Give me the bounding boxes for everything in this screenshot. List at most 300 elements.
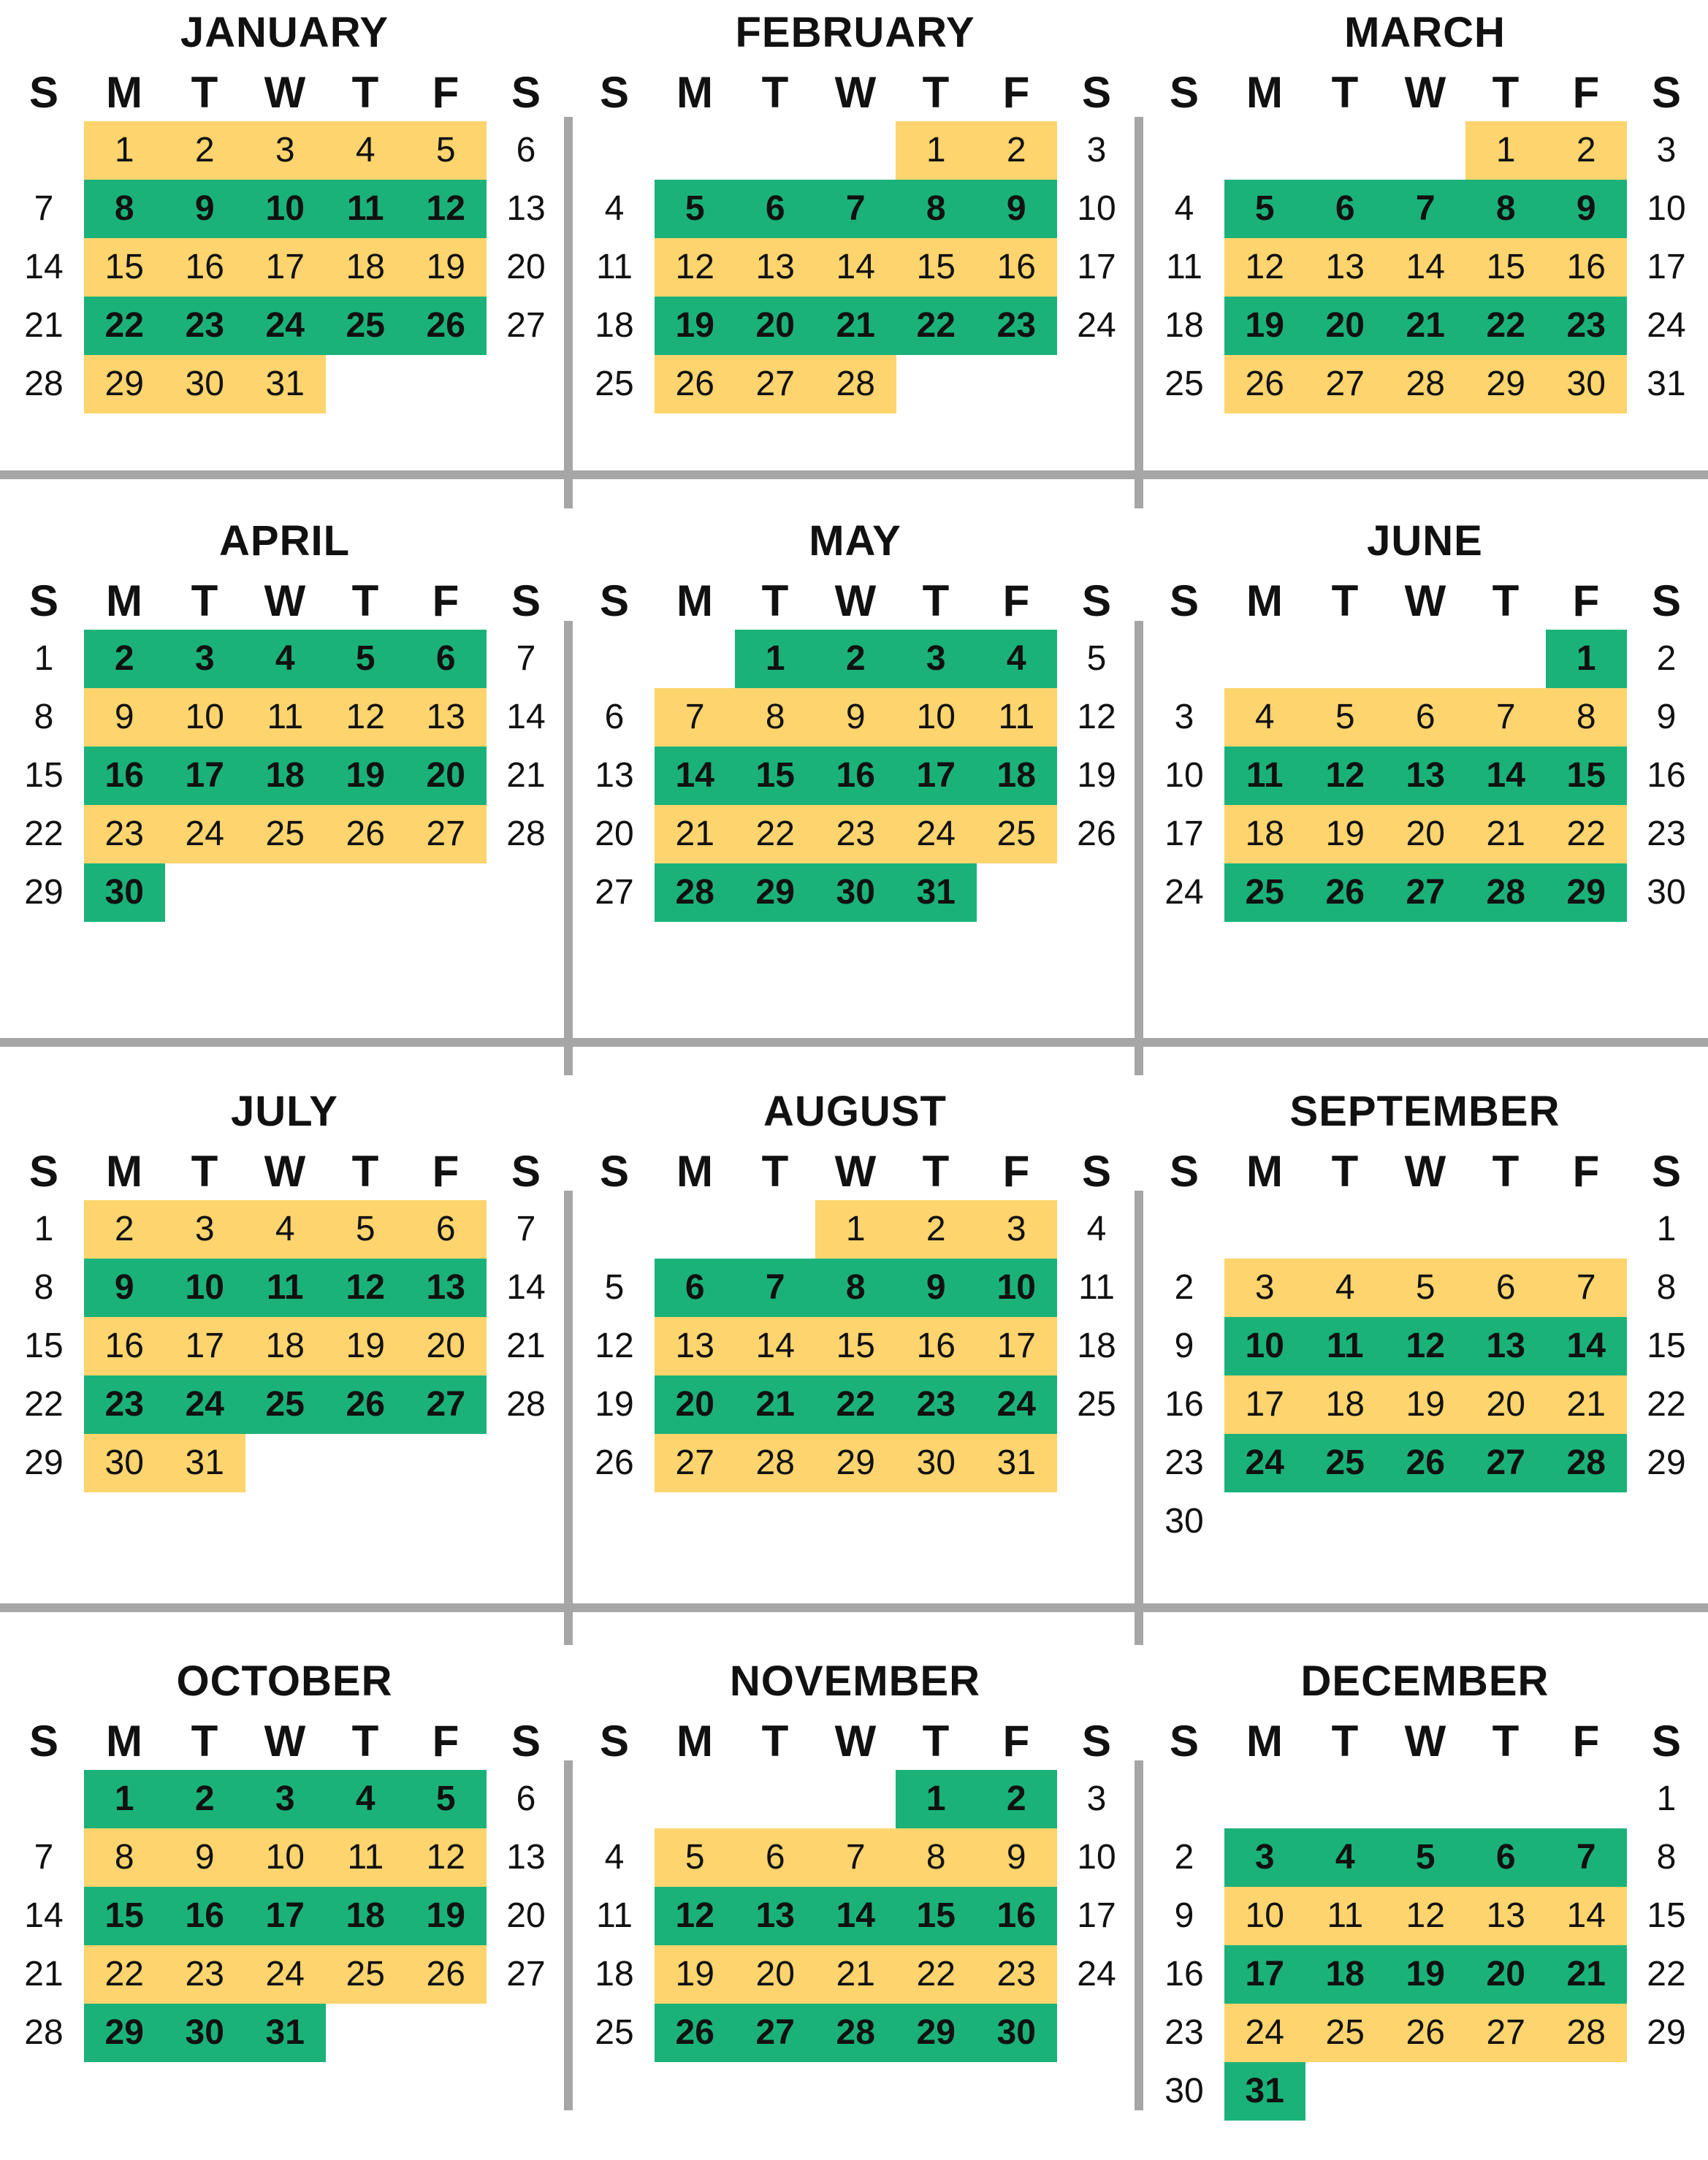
day-cell: 4 — [1174, 189, 1194, 228]
day-cell: 23 — [164, 1945, 245, 2004]
day-cell: 29 — [24, 873, 64, 912]
day-cell: 17 — [1077, 1896, 1116, 1935]
weekday-header: W — [1404, 1717, 1446, 1766]
day-cell: 5 — [325, 1200, 406, 1259]
day-cell: 23 — [164, 297, 245, 355]
day-cell: 27 — [595, 873, 634, 912]
day-cell: 27 — [506, 306, 546, 345]
day-cell: 25 — [1305, 1434, 1386, 1492]
day-cell: 29 — [1465, 355, 1547, 413]
day-cell: 16 — [84, 747, 165, 805]
day-cell: 8 — [34, 1268, 54, 1307]
weekday-header: T — [922, 1147, 950, 1196]
day-cell: 6 — [604, 698, 625, 736]
day-cell: 26 — [1385, 2004, 1466, 2062]
month-may — [571, 508, 1140, 1020]
day-cell: 10 — [1224, 1887, 1305, 1945]
day-cell: 2 — [896, 1200, 977, 1259]
day-cell: 1 — [1656, 1779, 1677, 1818]
weekday-header: T — [1492, 1717, 1520, 1766]
day-cell: 16 — [976, 238, 1057, 297]
day-cell: 23 — [1164, 1443, 1204, 1482]
day-cell: 9 — [1656, 698, 1677, 736]
day-cell: 19 — [1305, 805, 1386, 863]
day-cell: 19 — [405, 238, 487, 297]
weekday-header: S — [511, 1147, 541, 1196]
day-cell: 25 — [1077, 1385, 1116, 1424]
day-cell: 5 — [1305, 688, 1386, 747]
day-cell: 6 — [405, 630, 487, 688]
day-cell: 20 — [655, 1375, 736, 1434]
day-cell: 5 — [1224, 180, 1305, 238]
day-cell: 31 — [245, 355, 326, 413]
weekday-header: S — [599, 68, 630, 117]
day-cell: 8 — [1656, 1838, 1677, 1877]
day-cell: 23 — [1647, 814, 1686, 853]
weekday-header: S — [1169, 68, 1200, 117]
day-cell: 2 — [164, 121, 245, 180]
day-cell: 17 — [245, 1887, 326, 1945]
day-cell: 3 — [896, 630, 977, 688]
day-cell: 4 — [976, 630, 1057, 688]
day-cell: 20 — [506, 1896, 546, 1935]
day-cell: 6 — [405, 1200, 487, 1259]
day-cell: 1 — [1656, 1210, 1677, 1248]
weekday-header: T — [1331, 68, 1359, 117]
weekday-header: T — [1492, 68, 1520, 117]
day-cell: 20 — [1305, 297, 1386, 355]
day-cell: 11 — [1078, 1268, 1115, 1307]
weekday-header: F — [1002, 576, 1030, 625]
day-cell: 23 — [976, 297, 1057, 355]
day-cell: 12 — [1077, 698, 1116, 736]
month-march — [1140, 0, 1708, 511]
day-cell: 4 — [1305, 1828, 1386, 1887]
day-cell: 19 — [655, 297, 736, 355]
day-cell: 9 — [164, 1828, 245, 1887]
day-cell: 22 — [1546, 805, 1627, 863]
day-cell: 6 — [1465, 1259, 1547, 1317]
month-february — [571, 0, 1140, 511]
weekday-header: W — [264, 576, 306, 625]
day-cell: 26 — [1305, 863, 1386, 922]
day-cell: 5 — [1385, 1828, 1466, 1887]
weekday-header: F — [1572, 1717, 1600, 1766]
day-cell: 3 — [164, 1200, 245, 1259]
day-cell: 29 — [735, 863, 816, 922]
day-cell: 18 — [1077, 1327, 1116, 1365]
weekday-header: M — [676, 576, 713, 625]
day-cell: 21 — [506, 756, 546, 795]
month-title: APRIL — [219, 517, 350, 565]
weekday-header: W — [834, 1717, 877, 1766]
day-cell: 24 — [1647, 306, 1686, 345]
day-cell: 18 — [976, 747, 1057, 805]
weekday-header: T — [761, 68, 789, 117]
day-cell: 24 — [245, 1945, 326, 2004]
day-cell: 10 — [976, 1259, 1057, 1317]
day-cell: 24 — [164, 1375, 245, 1434]
day-cell: 12 — [655, 1887, 736, 1945]
day-cell: 13 — [735, 1887, 816, 1945]
day-cell: 28 — [506, 814, 546, 853]
weekday-header: S — [599, 1147, 630, 1196]
day-cell: 3 — [245, 1770, 326, 1828]
day-cell: 18 — [245, 1317, 326, 1375]
day-cell: 30 — [164, 355, 245, 413]
weekday-header: M — [1246, 1717, 1283, 1766]
day-cell: 18 — [595, 1955, 634, 1993]
day-cell: 5 — [604, 1268, 625, 1307]
day-cell: 17 — [164, 747, 245, 805]
month-title: JUNE — [1367, 517, 1483, 565]
day-cell: 27 — [405, 1375, 487, 1434]
day-cell: 8 — [34, 698, 54, 736]
day-cell: 7 — [1546, 1259, 1627, 1317]
day-cell: 5 — [655, 180, 736, 238]
day-cell: 5 — [405, 121, 487, 180]
day-cell: 7 — [516, 1210, 536, 1248]
weekday-header: T — [191, 1147, 218, 1196]
day-cell: 25 — [1224, 863, 1305, 922]
day-cell: 7 — [1385, 180, 1466, 238]
day-cell: 30 — [1164, 2072, 1204, 2110]
day-cell: 3 — [245, 121, 326, 180]
weekday-header: F — [1002, 1147, 1030, 1196]
day-cell: 7 — [34, 189, 54, 228]
day-cell: 11 — [325, 1828, 406, 1887]
weekday-header: F — [1002, 68, 1030, 117]
weekday-header: T — [191, 68, 218, 117]
weekday-header: T — [922, 1717, 950, 1766]
day-cell: 11 — [245, 688, 326, 747]
day-cell: 4 — [604, 189, 625, 228]
day-cell: 8 — [896, 180, 977, 238]
day-cell: 22 — [735, 805, 816, 863]
day-cell: 27 — [655, 1434, 736, 1492]
day-cell: 28 — [815, 355, 896, 413]
weekday-header: W — [834, 1147, 877, 1196]
day-cell: 6 — [516, 1779, 536, 1818]
weekday-header: W — [1404, 1147, 1446, 1196]
day-cell: 2 — [84, 630, 165, 688]
day-cell: 25 — [325, 1945, 406, 2004]
day-cell: 28 — [24, 2013, 64, 2052]
day-cell: 2 — [1174, 1838, 1194, 1877]
weekday-header: M — [1246, 1147, 1283, 1196]
weekday-header: W — [264, 1717, 306, 1766]
day-cell: 29 — [84, 355, 165, 413]
day-cell: 6 — [1385, 688, 1466, 747]
day-cell: 3 — [1224, 1259, 1305, 1317]
day-cell: 4 — [1305, 1259, 1386, 1317]
day-cell: 20 — [1385, 805, 1466, 863]
day-cell: 18 — [325, 238, 406, 297]
day-cell: 16 — [164, 238, 245, 297]
day-cell: 13 — [595, 756, 634, 795]
day-cell: 8 — [84, 180, 165, 238]
day-cell: 6 — [735, 180, 816, 238]
day-cell: 29 — [896, 2004, 977, 2062]
weekday-header: T — [351, 576, 379, 625]
day-cell: 19 — [1224, 297, 1305, 355]
day-cell: 5 — [1385, 1259, 1466, 1317]
day-cell: 22 — [1647, 1385, 1686, 1424]
day-cell: 16 — [164, 1887, 245, 1945]
day-cell: 22 — [1465, 297, 1547, 355]
day-cell: 28 — [1546, 2004, 1627, 2062]
day-cell: 15 — [84, 238, 165, 297]
day-cell: 10 — [245, 180, 326, 238]
day-cell: 1 — [84, 1770, 165, 1828]
day-cell: 14 — [815, 1887, 896, 1945]
day-cell: 21 — [24, 306, 64, 345]
month-title: MAY — [809, 517, 901, 565]
day-cell: 17 — [1647, 248, 1686, 286]
weekday-header: W — [834, 68, 877, 117]
weekday-header: S — [511, 68, 541, 117]
day-cell: 9 — [1174, 1327, 1194, 1365]
day-cell: 9 — [815, 688, 896, 747]
day-cell: 27 — [405, 805, 487, 863]
day-cell: 10 — [1077, 189, 1116, 228]
day-cell: 8 — [1656, 1268, 1677, 1307]
day-cell: 23 — [815, 805, 896, 863]
day-cell: 8 — [735, 688, 816, 747]
day-cell: 28 — [24, 365, 64, 403]
day-cell: 10 — [896, 688, 977, 747]
day-cell: 18 — [325, 1887, 406, 1945]
day-cell: 21 — [1385, 297, 1466, 355]
weekday-header: F — [432, 576, 460, 625]
day-cell: 4 — [245, 630, 326, 688]
month-october — [0, 1649, 569, 2160]
day-cell: 11 — [1305, 1887, 1386, 1945]
day-cell: 4 — [325, 121, 406, 180]
day-cell: 6 — [516, 131, 536, 169]
day-cell: 10 — [164, 1259, 245, 1317]
month-september — [1140, 1079, 1708, 1590]
day-cell: 15 — [815, 1317, 896, 1375]
day-cell: 2 — [1546, 121, 1627, 180]
day-cell: 15 — [1647, 1327, 1686, 1365]
day-cell: 1 — [1465, 121, 1547, 180]
day-cell: 20 — [1465, 1945, 1547, 2004]
weekday-header: S — [28, 576, 59, 625]
weekday-header: S — [511, 576, 541, 625]
month-january — [0, 0, 569, 511]
day-cell: 5 — [325, 630, 406, 688]
day-cell: 14 — [815, 238, 896, 297]
day-cell: 22 — [815, 1375, 896, 1434]
weekday-header: M — [676, 1717, 713, 1766]
day-cell: 19 — [405, 1887, 487, 1945]
day-cell: 23 — [976, 1945, 1057, 2004]
month-title: MARCH — [1344, 9, 1506, 56]
day-cell: 24 — [1224, 2004, 1305, 2062]
weekday-header: T — [761, 1147, 789, 1196]
day-cell: 18 — [245, 747, 326, 805]
day-cell: 6 — [735, 1828, 816, 1887]
day-cell: 25 — [976, 805, 1057, 863]
day-cell: 11 — [245, 1259, 326, 1317]
day-cell: 19 — [1385, 1945, 1466, 2004]
day-cell: 21 — [1546, 1375, 1627, 1434]
day-cell: 16 — [976, 1887, 1057, 1945]
day-cell: 1 — [815, 1200, 896, 1259]
day-cell: 27 — [735, 355, 816, 413]
day-cell: 13 — [655, 1317, 736, 1375]
day-cell: 7 — [655, 688, 736, 747]
day-cell: 20 — [405, 747, 487, 805]
month-title: SEPTEMBER — [1289, 1088, 1560, 1135]
day-cell: 25 — [595, 2013, 634, 2052]
day-cell: 4 — [1086, 1210, 1107, 1248]
day-cell: 12 — [405, 180, 487, 238]
weekday-header: T — [1331, 1147, 1359, 1196]
day-cell: 19 — [1385, 1375, 1466, 1434]
day-cell: 20 — [595, 814, 634, 853]
day-cell: 29 — [815, 1434, 896, 1492]
day-cell: 28 — [655, 863, 736, 922]
day-cell: 4 — [325, 1770, 406, 1828]
day-cell: 10 — [164, 688, 245, 747]
day-cell: 2 — [976, 121, 1057, 180]
weekday-header: T — [761, 576, 789, 625]
day-cell: 13 — [1465, 1887, 1547, 1945]
day-cell: 27 — [506, 1955, 546, 1993]
day-cell: 8 — [84, 1828, 165, 1887]
weekday-header: S — [1169, 1717, 1200, 1766]
day-cell: 31 — [896, 863, 977, 922]
weekday-header: S — [28, 1717, 59, 1766]
day-cell: 14 — [506, 698, 546, 736]
day-cell: 11 — [1305, 1317, 1386, 1375]
day-cell: 20 — [735, 1945, 816, 2004]
day-cell: 2 — [1174, 1268, 1194, 1307]
weekday-header: M — [1246, 576, 1283, 625]
day-cell: 14 — [1385, 238, 1466, 297]
weekday-header: S — [1651, 68, 1682, 117]
day-cell: 26 — [405, 297, 487, 355]
day-cell: 9 — [976, 180, 1057, 238]
day-cell: 26 — [655, 2004, 736, 2062]
day-cell: 17 — [1077, 248, 1116, 286]
day-cell: 16 — [815, 747, 896, 805]
day-cell: 17 — [1224, 1375, 1305, 1434]
day-cell: 15 — [735, 747, 816, 805]
day-cell: 9 — [976, 1828, 1057, 1887]
day-cell: 13 — [405, 688, 487, 747]
day-cell: 15 — [24, 1327, 64, 1365]
day-cell: 17 — [164, 1317, 245, 1375]
day-cell: 21 — [735, 1375, 816, 1434]
day-cell: 12 — [405, 1828, 487, 1887]
day-cell: 23 — [896, 1375, 977, 1434]
day-cell: 8 — [896, 1828, 977, 1887]
day-cell: 3 — [164, 630, 245, 688]
weekday-header: T — [1331, 1717, 1359, 1766]
day-cell: 25 — [325, 297, 406, 355]
day-cell: 1 — [735, 630, 816, 688]
day-cell: 31 — [245, 2004, 326, 2062]
day-cell: 5 — [1086, 639, 1107, 678]
day-cell: 1 — [896, 121, 977, 180]
weekday-header: F — [432, 1147, 460, 1196]
day-cell: 30 — [1546, 355, 1627, 413]
weekday-header: S — [28, 1147, 59, 1196]
weekday-header: T — [1331, 576, 1359, 625]
month-title: DECEMBER — [1300, 1657, 1549, 1705]
day-cell: 16 — [1647, 756, 1686, 795]
weekday-header: M — [106, 1717, 142, 1766]
day-cell: 12 — [1224, 238, 1305, 297]
day-cell: 24 — [1164, 873, 1204, 912]
day-cell: 10 — [1164, 756, 1204, 795]
weekday-header: M — [106, 1147, 142, 1196]
day-cell: 15 — [24, 756, 64, 795]
day-cell: 22 — [84, 1945, 165, 2004]
day-cell: 11 — [1224, 747, 1305, 805]
weekday-header: T — [351, 1717, 379, 1766]
day-cell: 17 — [976, 1317, 1057, 1375]
day-cell: 15 — [896, 1887, 977, 1945]
day-cell: 21 — [24, 1955, 64, 1993]
day-cell: 30 — [1164, 1502, 1204, 1541]
day-cell: 16 — [1546, 238, 1627, 297]
day-cell: 14 — [655, 747, 736, 805]
day-cell: 25 — [1164, 365, 1204, 403]
day-cell: 26 — [655, 355, 736, 413]
day-cell: 26 — [1224, 355, 1305, 413]
day-cell: 29 — [84, 2004, 165, 2062]
day-cell: 2 — [164, 1770, 245, 1828]
day-cell: 25 — [245, 805, 326, 863]
month-august — [571, 1079, 1140, 1590]
day-cell: 14 — [1546, 1317, 1627, 1375]
day-cell: 14 — [24, 248, 64, 286]
day-cell: 11 — [596, 248, 633, 286]
day-cell: 3 — [1656, 131, 1677, 169]
month-title: JANUARY — [180, 9, 389, 56]
weekday-header: W — [1404, 576, 1446, 625]
day-cell: 28 — [1385, 355, 1466, 413]
day-cell: 30 — [815, 863, 896, 922]
day-cell: 13 — [506, 1838, 546, 1877]
day-cell: 19 — [1077, 756, 1116, 795]
month-july — [0, 1079, 569, 1590]
day-cell: 21 — [1546, 1945, 1627, 2004]
day-cell: 5 — [405, 1770, 487, 1828]
day-cell: 1 — [34, 1210, 54, 1248]
day-cell: 13 — [506, 189, 546, 228]
day-cell: 8 — [1546, 688, 1627, 747]
day-cell: 7 — [1465, 688, 1547, 747]
weekday-header: T — [922, 576, 950, 625]
day-cell: 23 — [84, 805, 165, 863]
day-cell: 27 — [1305, 355, 1386, 413]
horizontal-divider — [0, 1603, 1708, 1612]
weekday-header: S — [1081, 68, 1112, 117]
day-cell: 28 — [1546, 1434, 1627, 1492]
day-cell: 26 — [405, 1945, 487, 2004]
day-cell: 6 — [1305, 180, 1386, 238]
day-cell: 26 — [325, 805, 406, 863]
day-cell: 18 — [1305, 1375, 1386, 1434]
day-cell: 29 — [1647, 1443, 1686, 1482]
day-cell: 18 — [1164, 306, 1204, 345]
weekday-header: F — [1572, 68, 1600, 117]
